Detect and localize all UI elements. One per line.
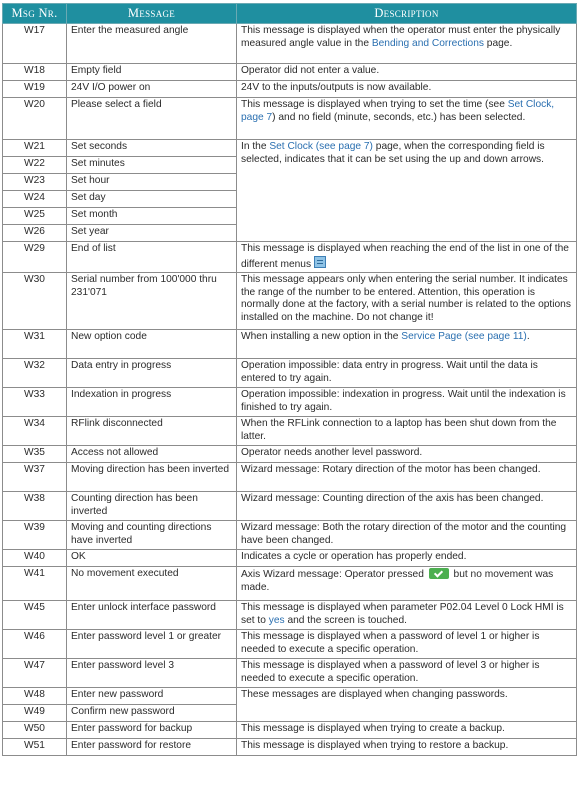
- msg-description: 24V to the inputs/outputs is now available.: [237, 81, 577, 98]
- msg-text: Confirm new password: [67, 705, 237, 722]
- table-row: [3, 24, 577, 64]
- table-row: [3, 98, 577, 140]
- desc-text: This message is displayed when reaching the end of the list in one of the different menus: [241, 243, 569, 270]
- msg-code: W30: [3, 273, 67, 330]
- desc-text: page, when the corresponding field is selected, indicates that it can be set using the up and down arrows.: [241, 141, 545, 165]
- msg-code: W46: [3, 630, 67, 659]
- msg-text: Enter unlock interface password: [67, 601, 237, 630]
- desc-text: When installing a new option in the: [241, 331, 402, 343]
- msg-text: OK: [67, 550, 237, 567]
- msg-text: Indexation in progress: [67, 388, 237, 417]
- msg-description: Indicates a cycle or operation has properly ended.: [237, 550, 577, 567]
- msg-text: Enter the measured angle: [67, 24, 237, 64]
- msg-code: W51: [3, 739, 67, 756]
- msg-text: Set minutes: [67, 157, 237, 174]
- msg-code: W26: [3, 225, 67, 242]
- msg-code: W20: [3, 98, 67, 140]
- msg-description: This message is displayed when trying to restore a backup.: [237, 739, 577, 756]
- msg-code: W49: [3, 705, 67, 722]
- msg-text: Set day: [67, 191, 237, 208]
- msg-code: W24: [3, 191, 67, 208]
- msg-description: Operation impossible: data entry in progress. Wait until the data is entered to try again.: [237, 359, 577, 388]
- msg-code: W34: [3, 417, 67, 446]
- table-row: [3, 273, 577, 330]
- msg-text: Please select a field: [67, 98, 237, 140]
- msg-text: Set seconds: [67, 140, 237, 157]
- msg-text: 24V I/O power on: [67, 81, 237, 98]
- msg-code: W31: [3, 330, 67, 359]
- msg-code: W41: [3, 567, 67, 601]
- table-row: [3, 242, 577, 273]
- desc-text: ) and no field (minute, seconds, etc.) has been selected.: [272, 111, 526, 123]
- desc-text: This message is displayed when parameter P02.04 Level 0 Lock HMI is set to: [241, 602, 564, 626]
- msg-text: Enter password level 3: [67, 659, 237, 688]
- msg-code: W38: [3, 492, 67, 521]
- green-check-button-icon: [429, 568, 449, 579]
- msg-description: Operation impossible: indexation in progress. Wait until the indexation is finished to try again.: [237, 388, 577, 417]
- msg-text: Serial number from 100'000 thru 231'071: [67, 273, 237, 330]
- header-message: Message: [67, 4, 237, 24]
- table-row: [3, 688, 577, 705]
- desc-text: but no movement was made.: [241, 569, 554, 593]
- msg-code: W29: [3, 242, 67, 273]
- msg-code: W25: [3, 208, 67, 225]
- msg-description: [237, 24, 577, 64]
- desc-text: and the screen is touched.: [284, 614, 407, 626]
- msg-description: Operator did not enter a value.: [237, 64, 577, 81]
- msg-code: W48: [3, 688, 67, 705]
- list-menu-icon: [314, 256, 326, 268]
- table-row: [3, 601, 577, 630]
- table-row: [3, 463, 577, 492]
- msg-text: Enter password level 1 or greater: [67, 630, 237, 659]
- table-row: [3, 140, 577, 157]
- msg-text: Enter password for backup: [67, 722, 237, 739]
- desc-text: .: [526, 331, 530, 343]
- msg-description: This message is displayed when a password of level 3 or higher is needed to execute a specific operation.: [237, 659, 577, 688]
- msg-text: Empty field: [67, 64, 237, 81]
- table-row: [3, 417, 577, 446]
- header-msg-nr: Msg Nr.: [3, 4, 67, 24]
- msg-description: [237, 330, 577, 359]
- msg-code: W45: [3, 601, 67, 630]
- msg-text: Enter new password: [67, 688, 237, 705]
- msg-description: [237, 98, 577, 140]
- msg-code: W18: [3, 64, 67, 81]
- msg-code: W17: [3, 24, 67, 64]
- link-bending-corrections[interactable]: Bending and Corrections: [371, 37, 484, 49]
- link-service-page[interactable]: Service Page (see page 11): [401, 331, 527, 343]
- desc-text: This message is displayed when trying to set the time (see: [241, 99, 508, 110]
- table-row: [3, 722, 577, 739]
- msg-description: This message is displayed when trying to create a backup.: [237, 722, 577, 739]
- msg-description: [237, 567, 577, 601]
- msg-text: Counting direction has been inverted: [67, 492, 237, 521]
- link-set-clock[interactable]: Set Clock (see page 7): [269, 141, 373, 152]
- msg-text: Moving direction has been inverted: [67, 463, 237, 492]
- table-row: [3, 330, 577, 359]
- value-yes: yes: [268, 614, 285, 626]
- msg-text: Access not allowed: [67, 446, 237, 463]
- desc-text: page.: [483, 37, 513, 49]
- msg-code: W35: [3, 446, 67, 463]
- msg-text: Data entry in progress: [67, 359, 237, 388]
- msg-text: Set year: [67, 225, 237, 242]
- msg-code: W40: [3, 550, 67, 567]
- msg-text: End of list: [67, 242, 237, 273]
- table-row: [3, 567, 577, 601]
- msg-description: Wizard message: Counting direction of the axis has been changed.: [237, 492, 577, 521]
- msg-code: W19: [3, 81, 67, 98]
- msg-code: W21: [3, 140, 67, 157]
- table-row: [3, 630, 577, 659]
- msg-code: W47: [3, 659, 67, 688]
- table-row: [3, 446, 577, 463]
- msg-text: Enter password for restore: [67, 739, 237, 756]
- msg-description: These messages are displayed when changing passwords.: [237, 688, 577, 722]
- table-row: [3, 659, 577, 688]
- msg-description: This message is displayed when a password of level 1 or higher is needed to execute a specific operation.: [237, 630, 577, 659]
- table-row: [3, 359, 577, 388]
- msg-text: RFlink disconnected: [67, 417, 237, 446]
- msg-description: [237, 601, 577, 630]
- msg-text: Set month: [67, 208, 237, 225]
- msg-code: W23: [3, 174, 67, 191]
- msg-text: No movement executed: [67, 567, 237, 601]
- msg-text: Moving and counting directions have inverted: [67, 521, 237, 550]
- table-row: [3, 739, 577, 756]
- header-row: [3, 4, 577, 24]
- table-row: [3, 521, 577, 550]
- table-row: [3, 492, 577, 521]
- msg-code: W22: [3, 157, 67, 174]
- msg-description: This message appears only when entering the serial number. It indicates the range of the number to be entered. Attention, this operation is normally done at the factory, with a serial number is related to the options installed on the machine. Do not change it!: [237, 273, 577, 330]
- msg-description: Operator needs another level password.: [237, 446, 577, 463]
- msg-description: [237, 242, 577, 273]
- table-row: [3, 81, 577, 98]
- link-set-clock[interactable]: Set Clock, page 7: [241, 99, 555, 123]
- desc-text: Axis Wizard message: Operator pressed: [241, 569, 427, 581]
- msg-description: Wizard message: Rotary direction of the motor has been changed.: [237, 463, 577, 492]
- desc-text: This message is displayed when the operator must enter the physically measured angle value in the: [241, 25, 561, 49]
- msg-description: [237, 140, 577, 242]
- header-description: Description: [237, 4, 577, 24]
- table-row: [3, 550, 577, 567]
- desc-text: In the: [241, 141, 270, 152]
- msg-code: W39: [3, 521, 67, 550]
- message-table: [2, 3, 577, 756]
- msg-code: W32: [3, 359, 67, 388]
- msg-code: W50: [3, 722, 67, 739]
- msg-text: Set hour: [67, 174, 237, 191]
- msg-text: New option code: [67, 330, 237, 359]
- msg-code: W33: [3, 388, 67, 417]
- msg-description: When the RFLink connection to a laptop has been shut down from the latter.: [237, 417, 577, 446]
- table-row: [3, 388, 577, 417]
- msg-code: W37: [3, 463, 67, 492]
- table-row: [3, 64, 577, 81]
- msg-description: Wizard message: Both the rotary direction of the motor and the counting have been changed.: [237, 521, 577, 550]
